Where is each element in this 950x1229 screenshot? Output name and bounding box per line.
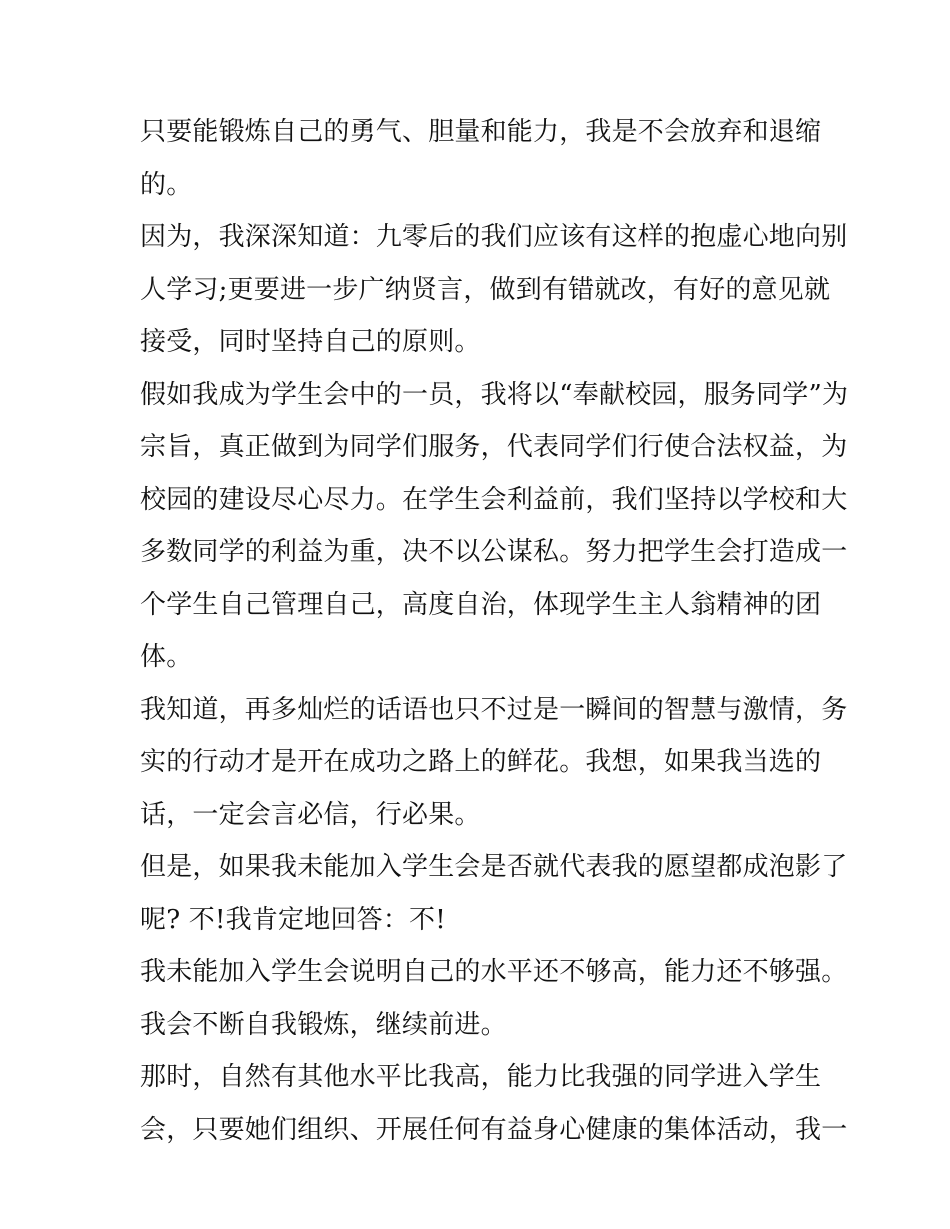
text-line: 多数同学的利益为重，决不以公谋私。努力把学生会打造成一 [140, 537, 848, 567]
text-line: 我知道，再多灿烂的话语也只不过是一瞬间的智慧与激情，务 [140, 694, 848, 725]
text-line: 那时，自然有其他水平比我高，能力比我强的同学进入学生 [140, 1062, 822, 1092]
text-line: 我未能加入学生会说明自己的水平还不够高，能力还不够强。 [140, 957, 848, 987]
text-line: 但是，如果我未能加入学生会是否就代表我的愿望都成泡影了 [140, 852, 848, 882]
text-line: 会，只要她们组织、开展任何有益身心健康的集体活动，我一 [140, 1114, 848, 1145]
text-line: 话，一定会言必信，行必果。 [140, 799, 481, 830]
text-line: 只要能锻炼自己的勇气、胆量和能力，我是不会放弃和退缩 [140, 117, 822, 147]
text-line: 假如我成为学生会中的一员，我将以“奉献校园，服务同学”为 [140, 379, 849, 410]
text-line: 个学生自己管理自己，高度自治，体现学生主人翁精神的团 [140, 589, 822, 620]
text-line: 我会不断自我锻炼，继续前进。 [140, 1009, 507, 1040]
text-line: 因为，我深深知道：九零后的我们应该有这样的抱虚心地向别 [140, 222, 848, 252]
text-line: 呢? 不!我肯定地回答：不! [140, 904, 446, 935]
text-line: 的。 [140, 169, 193, 200]
text-line: 体。 [140, 642, 193, 672]
text-line: 校园的建设尽心尽力。在学生会利益前，我们坚持以学校和大 [140, 484, 848, 515]
text-line: 宗旨，真正做到为同学们服务，代表同学们行使合法权益，为 [140, 432, 848, 462]
text-line: 实的行动才是开在成功之路上的鲜花。我想，如果我当选的 [140, 747, 822, 777]
text-line: 接受，同时坚持自己的原则。 [140, 327, 481, 357]
text-line: 人学习;更要进一步广纳贤言，做到有错就改，有好的意见就 [140, 274, 831, 305]
document-body [140, 106, 849, 1156]
